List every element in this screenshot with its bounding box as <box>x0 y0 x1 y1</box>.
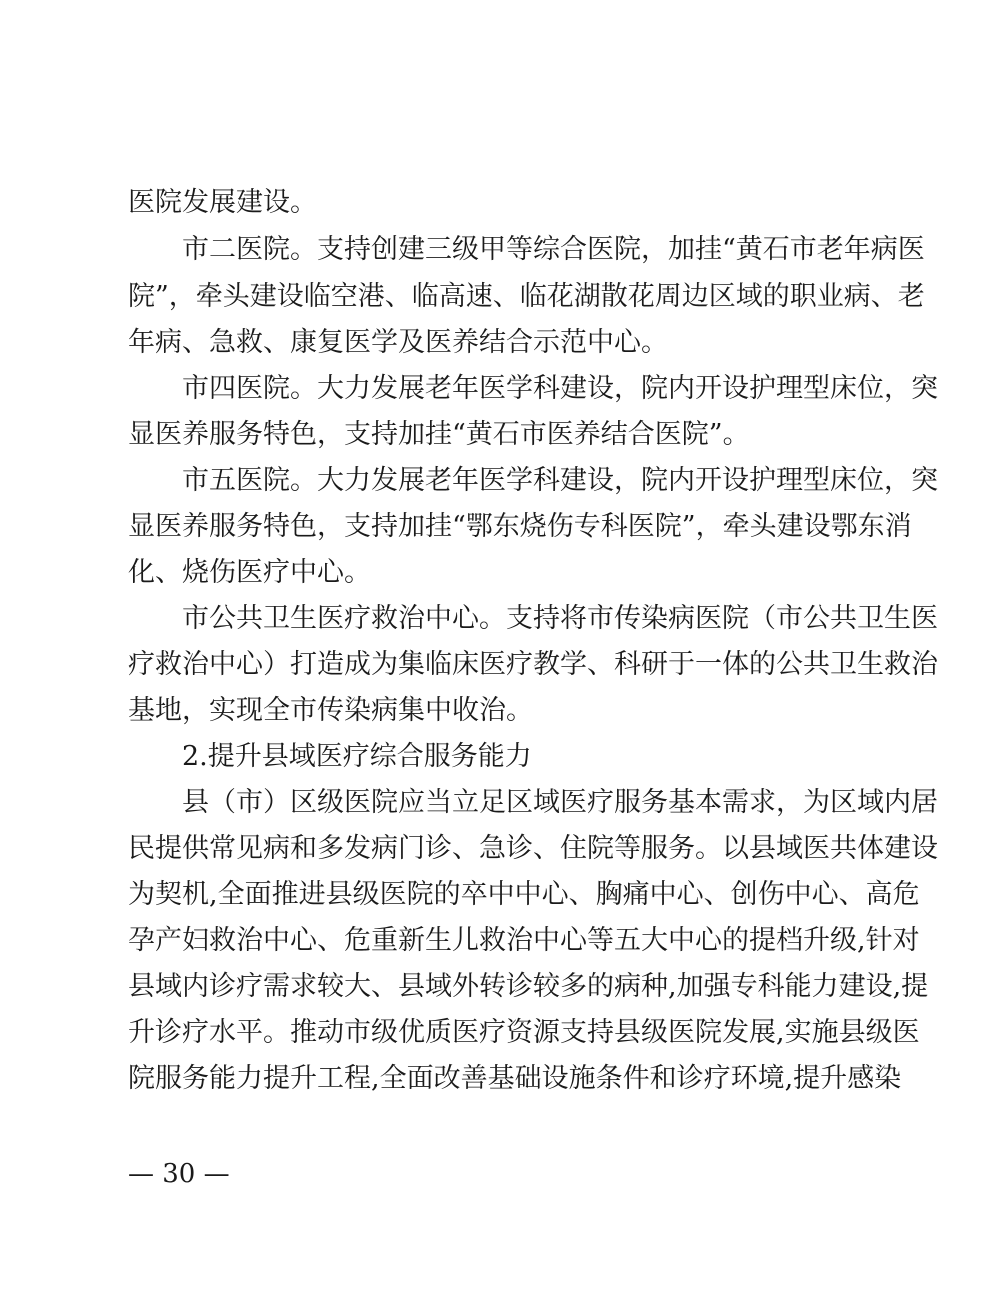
text-line: 年病、急救、康复医学及医养结合示范中心。 <box>128 327 668 358</box>
text-line: 显医养服务特色，支持加挂“鄂东烧伤专科医院”，牵头建设鄂东消 <box>128 511 912 542</box>
text-line: 孕产妇救治中心、危重新生儿救治中心等五大中心的提档升级,针对 <box>128 925 920 956</box>
text-line: 升诊疗水平。推动市级优质医疗资源支持县级医院发展,实施县级医 <box>128 1017 920 1048</box>
text-line: 县（市）区级医院应当立足区域医疗服务基本需求，为区域内居 <box>128 787 938 818</box>
text-line: 市五医院。大力发展老年医学科建设，院内开设护理型床位，突 <box>128 465 938 496</box>
text-line: 疗救治中心）打造成为集临床医疗教学、科研于一体的公共卫生救治 <box>128 649 938 680</box>
text-line: 院服务能力提升工程,全面改善基础设施条件和诊疗环境,提升感染 <box>128 1063 902 1094</box>
text-line: 院”，牵头建设临空港、临高速、临花湖散花周边区域的职业病、老 <box>128 281 925 312</box>
text-line: 民提供常见病和多发病门诊、急诊、住院等服务。以县域医共体建设 <box>128 833 938 864</box>
text-line: 市公共卫生医疗救治中心。支持将市传染病医院（市公共卫生医 <box>128 603 938 634</box>
text-line: 县域内诊疗需求较大、县域外转诊较多的病种,加强专科能力建设,提 <box>128 971 929 1002</box>
page-number: — 30 — <box>128 1159 230 1189</box>
text-line: 为契机,全面推进县级医院的卒中中心、胸痛中心、创伤中心、高危 <box>128 879 920 910</box>
text-line: 化、烧伤医疗中心。 <box>128 557 371 588</box>
text-line: 医院发展建设。 <box>128 187 317 218</box>
section-heading: 2.提升县域医疗综合服务能力 <box>128 741 532 772</box>
text-line: 基地，实现全市传染病集中收治。 <box>128 695 533 726</box>
text-line: 市二医院。支持创建三级甲等综合医院，加挂“黄石市老年病医 <box>128 234 925 265</box>
text-line: 显医养服务特色，支持加挂“黄石市医养结合医院”。 <box>128 419 750 450</box>
text-line: 市四医院。大力发展老年医学科建设，院内开设护理型床位，突 <box>128 373 938 404</box>
